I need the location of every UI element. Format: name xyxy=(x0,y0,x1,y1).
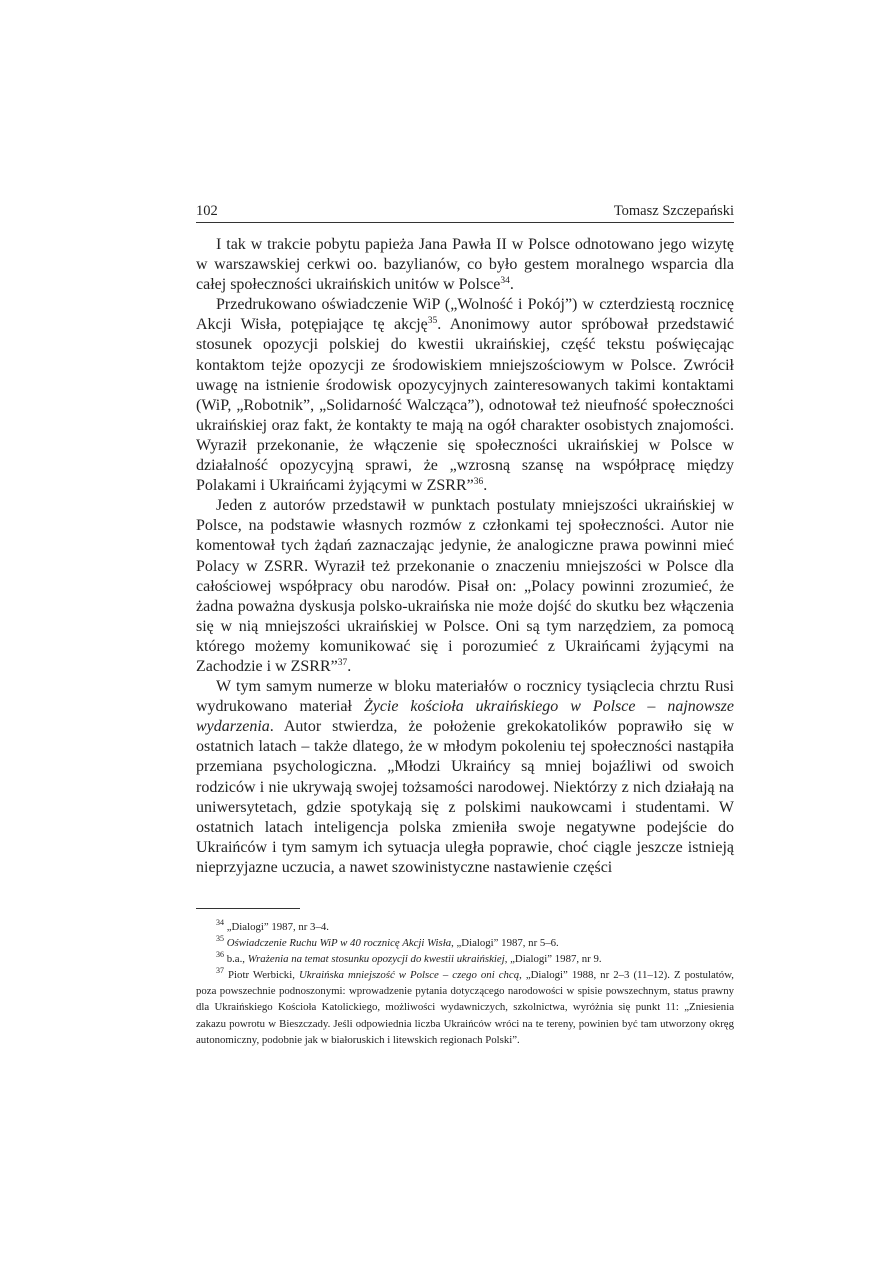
footnote-35: $^{35}$ Oświadczenie Ruchu WiP w 40 rocznicę Akcji Wisła, „Dialogi” 1987, nr 5–6. xyxy=(216,934,559,950)
paragraph-1: I tak w trakcie pobytu papieża Jana Pawła II w Polsce odnotowano jego wizytę w warszawskiej cerkwi oo. bazylianów, co było gestem moralnego wsparcia dla całej społeczności ukraińskich unitów w Polsce$^{34}$. xyxy=(196,236,734,294)
footnote-separator xyxy=(196,908,300,909)
article-title: Życie kościoła ukraińskiego w Polsce – najnowsze wydarzenia xyxy=(196,698,734,736)
book-page xyxy=(196,202,734,1048)
page-number: 102 xyxy=(196,203,218,219)
paragraph-3: Jeden z autorów przedstawił w punktach postulaty mniejszości ukraińskiej w Polsce, na podstawie własnych rozmów z członkami tej społeczności. Autor nie komentował tych żądań zaznaczając jedynie, że analogiczne prawa powinni mieć Polacy w ZSRR. Wyraził też przekonanie o znaczeniu mniejszości w Polsce dla całościowej współpracy obu narodów. Pisał on: „Polacy powinni zrozumieć, że żadna poważna dyskusja polsko-ukraińska nie może dojść do skutku bez włączenia się w nią mniejszości ukraińskiej w Polsce. Oni są tym narzędziem, za pomocą którego możemy komunikować się i porozumieć z Ukraińcami żyjącymi na Zachodzie i w ZSRR”$^{37}$. xyxy=(196,497,734,675)
footnotes xyxy=(196,919,734,1048)
footnote-ref-34[interactable]: 34 xyxy=(500,276,510,287)
paragraph-4: W tym samym numerze w bloku materiałów o rocznicy tysiąclecia chrztu Rusi wydrukowano materiał Życie kościoła ukraińskiego w Polsce – najnowsze wydarzenia. Autor stwierdza, że położenie grekokatolików poprawiło się w ostatnich latach – także dlatego, że w młodym pokoleniu tej społeczności nastąpiła przemiana psychologiczna. „Młodzi Ukraińcy są mniej bojaźliwi od swoich rodziców i nie ukrywają swojej tożsamości narodowej. Niektórzy z nich działają na uniwersytetach, gdzie spotykają się z polskimi naukowcami i studentami. W ostatnich latach inteligencja polska zmieniła swoje negatywne podejście do Ukraińców i tym samym ich sytuacja uległa poprawie, choć ciągle jeszcze istnieją nieprzyjazne uczucia, a nawet szowinistyczne nastawienie części xyxy=(196,678,734,876)
footnote-34: $^{34}$ „Dialogi” 1987, nr 3–4. xyxy=(216,918,329,933)
paragraph-2: Przedrukowano oświadczenie WiP („Wolność i Pokój”) w czterdziestą rocznicę Akcji Wisła, potępiające tę akcję$^{35}$. Anonimowy autor spróbował przedstawić stosunek opozycji polskiej do kwestii ukraińskiej, część tekstu poświęcając kontaktom tejże opozycji ze środowiskiem mniejszościowym w Polsce. Zwrócił uwagę na istnienie środowisk opozycyjnych zainteresowanych takimi kontaktami (WiP, „Robotnik”, „Solidarność Walcząca”), odnotował też nieufność społeczności ukraińskiej oraz fakt, że kontakty te mają na ogół charakter osobistych znajomości. Wyraził przekonanie, że włączenie się społeczności ukraińskiej w Polsce w działalność opozycyjną sprawi, że „wzrosną szansę na współpracę między Polakami i Ukraińcami żyjącymi w ZSRR”$^{36}$. xyxy=(196,296,734,495)
footnote-37: $^{37}$ Piotr Werbicki, Ukraińska mniejszość w Polsce – czego oni chcą, „Dialogi” 1988, nr 2–3 (11–12). Z postulatów, poza powszechnie podnoszonymi: wprowadzenie pytania dotyczącego narodowości w spisie powszechnym, status prawny dla Ukraińskiego Kościoła Katolickiego, możliwości wydawniczych, szkolnictwa, wyróżnia się punkt 11: „Zniesienia zakazu powrotu w Bieszczady. Jeśli odpowiednia liczba Ukraińców wróci na te tereny, powinien być tam utworzony okręg autonomiczny, podobnie jak w białoruskich i litewskich regionach Polski”. xyxy=(196,966,734,1046)
running-head-author: Tomasz Szczepański xyxy=(613,203,734,219)
footnote-36: $^{36}$ b.a., Wrażenia na temat stosunku opozycji do kwestii ukraińskiej, „Dialogi” 1987, nr 9. xyxy=(216,950,602,966)
footnote-ref-37[interactable]: 37 xyxy=(337,657,348,668)
footnote-ref-35[interactable]: 35 xyxy=(427,316,438,327)
body-text xyxy=(196,235,734,878)
running-head xyxy=(196,202,734,223)
footnote-ref-36[interactable]: 36 xyxy=(473,477,484,488)
